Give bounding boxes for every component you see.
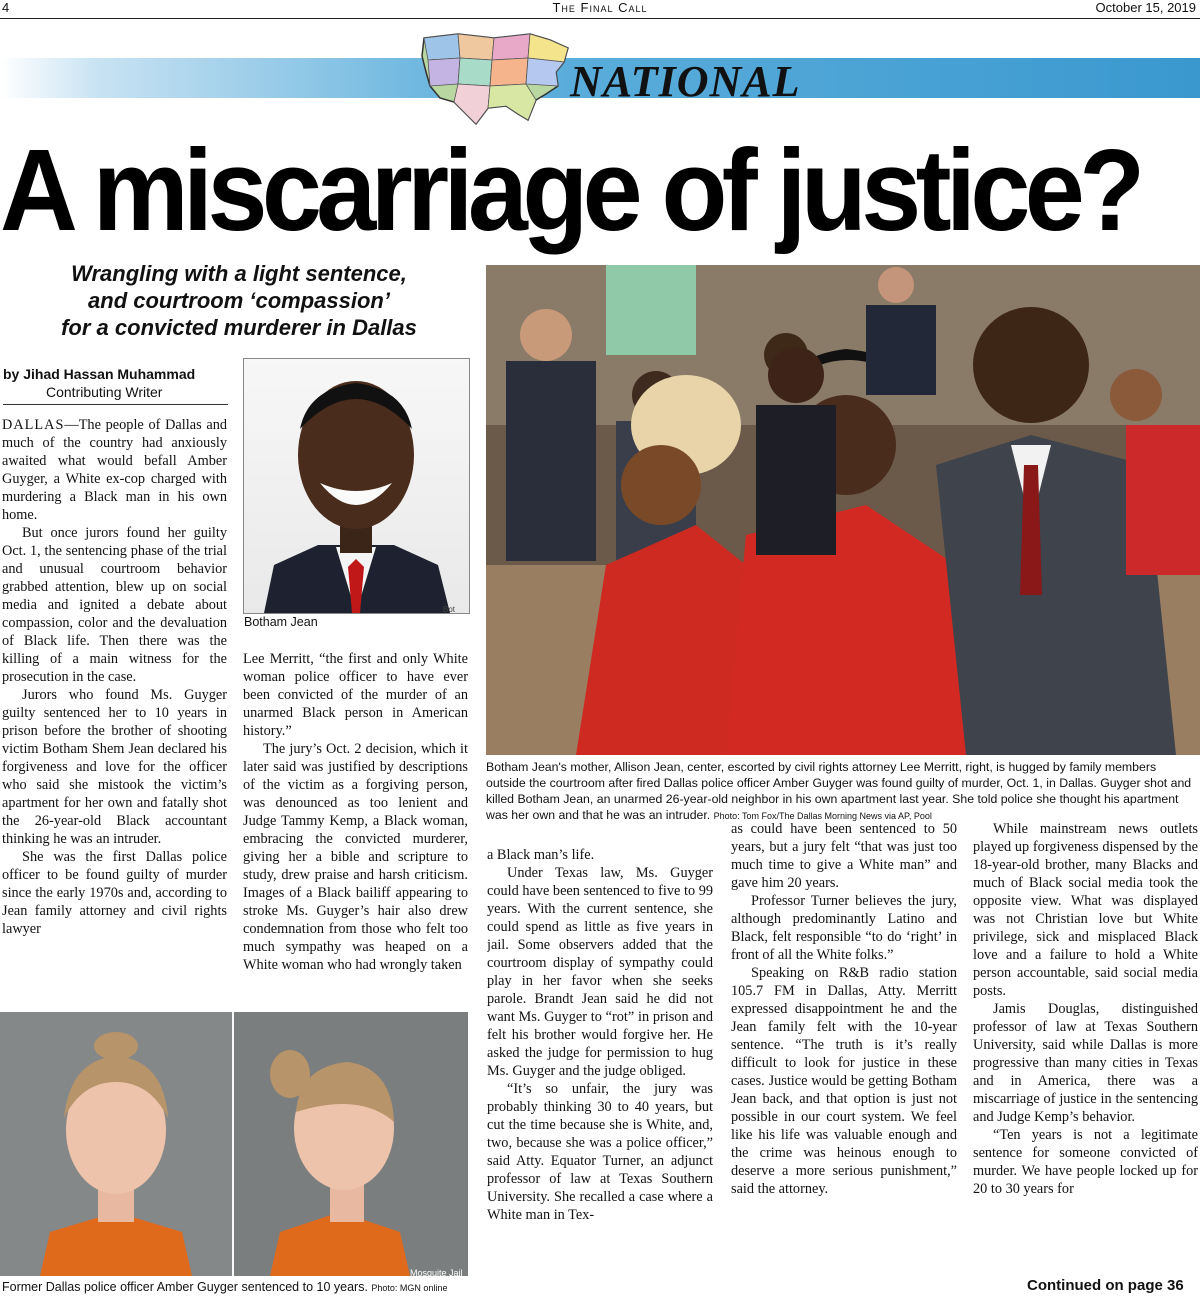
portrait-photo [243,358,470,614]
article-column-1 [2,416,227,1006]
main-photo-caption [486,759,1198,824]
article-column-2 [243,650,468,1006]
section-title: NATIONAL [570,57,801,106]
issue-date: October 15, 2019 [1095,0,1196,15]
paper-name: The Final Call [552,0,648,15]
byline-rule [3,404,228,405]
article-column-4 [731,820,957,1298]
deck-line-1: Wrangling with a light sentence, [71,261,407,286]
paragraph: While mainstream news outlets played up forgiveness dispensed by the 18-year-old brother, many Blacks and much of Black social media took the opposite view. What was displayed was not Christian love but White privilege, sick and misplaced Black love and a failure to hold a White person accountable, said social media posts. [973,821,1198,999]
main-photo [486,265,1200,755]
paragraph: Under Texas law, Ms. Guyger could have been sentenced to five to 99 years. With the current sentence, she could spend as little as five years in jail. Some observers added that the courtroom display of sympathy could play in her favor when she seeks parole. Brandt Jean said he did not want Ms. Guyger to “rot” in prison and felt his brother would forgive her. He asked the judge for permission to hug Ms. Guyger and the judge obliged. [487,865,713,1079]
continued-jump-link[interactable]: Continued on page 36 [1027,1277,1184,1294]
paragraph: a Black man’s life. [487,847,595,863]
page-number: 4 [2,0,10,15]
mugshot-photo [0,1012,468,1276]
mugshot-credit: Photo: MGN online [371,1283,448,1293]
main-photo-caption-text: Botham Jean's mother, Allison Jean, center, escorted by civil rights attorney Lee Merritt, right, is hugged by family members outside the courtroom after fired Dallas police officer Amber Guyger was found guilty of murder, Oct. 1, in Dallas. Guyger shot and killed Botham Jean, an unarmed 26-year-old neighbor in his own apartment last year. She told police she thought his apartment was her own and that he was an intruder. [486,760,1192,822]
paragraph: The jury’s Oct. 2 decision, which it later said was justified by descriptions of the victim as a forgiving person, was denounced as too lenient and Judge Tammy Kemp, a Black woman, embracing the convicted murderer, giving her a bible and scripture to study, drew praise and harsh criticism. Images of a Black bailiff appearing to stroke Ms. Guyger’s hair also drew condemnation from those who felt too much sympathy was heaped on a White woman who had wrongly taken [243,741,468,973]
dateline: DALLAS [2,417,65,433]
article-column-3 [487,846,713,1298]
mugshot-caption-text: Former Dallas police officer Amber Guyger sentenced to 10 years. [2,1280,368,1294]
headline: A miscarriage of justice? [0,125,1140,255]
deck-line-3: for a convicted murderer in Dallas [61,315,417,340]
portrait-caption: Botham Jean [244,615,318,629]
mugshot-watermark: Mosquite Jail [410,1268,463,1278]
byline-role: Contributing Writer [46,384,163,400]
paragraph: Jurors who found Ms. Guyger guilty sentenced her to 10 years in prison before the brother of shooting victim Botham Shem Jean declared his forgiveness and love for the officer who said she mistook the victim’s apartment for her own and fatally shot the 26-year-old Black accountant thinking he was an intruder. [2,687,227,847]
header-rule [0,18,1200,19]
deck-line-2: and courtroom ‘compassion’ [88,288,390,313]
paragraph: “It’s so unfair, the jury was probably thinking 30 to 40 years, but cut the time because she is White, and, two, because she was a police officer,” said Atty. Equator Turner, an adjunct professor of law at Texas Southern University. She recalled a case where a White man in Tex- [487,1081,713,1223]
paragraph: She was the first Dallas police officer to be found guilty of murder since the early 1970s and, according to Jean family attorney and civil rights lawyer [2,849,227,937]
paragraph: But once jurors found her guilty Oct. 1, the sentencing phase of the trial and unusual courtroom behavior grabbed attention, blew up on social media and ignited a debate about compassion, color and the devaluation of Black life. Then there was the killing of a main witness for the prosecution in the case. [2,525,227,685]
paragraph-text: —The people of Dallas and much of the country had anxiously awaited what would befall Amber Guyger, a White ex-cop charged with murdering a Black man in his own home. [2,417,227,523]
mugshot-caption [2,1279,447,1296]
article-column-5 [973,820,1198,1278]
paragraph: Lee Merritt, “the first and only White woman police officer to have ever been convicted of the murder of an unarmed Black person in American history.” [243,651,468,739]
us-map-icon [418,28,574,132]
main-photo-credit: Photo: Tom Fox/The Dallas Morning News via AP, Pool [713,811,932,821]
paragraph: Speaking on R&B radio station 105.7 FM in Dallas, Atty. Merritt expressed disappointment he and the Jean family felt with the 10-year sentence. “The truth is it’s really difficult to look for justice in these cases. Justice would be getting Botham Jean back, and that option is just not possible in our court system. We feel like his life was valuable enough and the crime was heinous enough to deserve a more serious punishment,” said the attorney. [731,965,957,1197]
byline-author: by Jihad Hassan Muhammad [3,366,196,382]
paragraph: “Ten years is not a legitimate sentence for someone convicted of murder. We have people locked up for 20 to 30 years for [973,1127,1198,1197]
paragraph: Jamis Douglas, distinguished professor of law at Texas Southern University, said while Dallas is more progressive than many cities in Texas and in America, there was a miscarriage of justice in the sentencing and Judge Kemp’s behavior. [973,1001,1198,1125]
paragraph [2,416,227,524]
paragraph: Professor Turner believes the jury, although predominantly Latino and Black, felt responsible “to do ‘right’ in front of all the White folks.” [731,893,957,963]
paragraph: as could have been sentenced to 50 years, but a jury felt “that was just too much time to give a White man” and gave him 20 years. [731,821,957,891]
portrait-credit: Bot [443,605,456,614]
